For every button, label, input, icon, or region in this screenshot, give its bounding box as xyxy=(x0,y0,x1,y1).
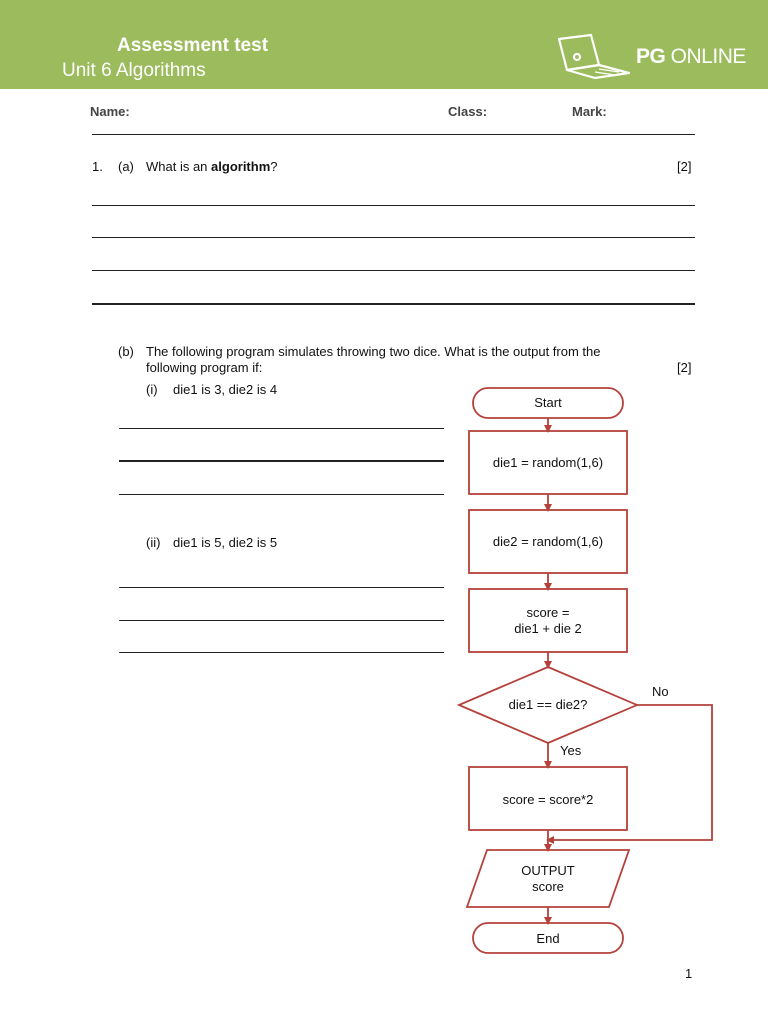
flowchart xyxy=(455,380,720,960)
part-a-text-before: What is an xyxy=(146,159,212,174)
answer-line[interactable] xyxy=(119,620,444,621)
no-label: No xyxy=(652,684,669,699)
sub-ii-text: die1 is 5, die2 is 5 xyxy=(173,535,278,550)
header-banner xyxy=(0,0,768,89)
brand-name xyxy=(636,45,746,69)
step4-label: score = score*2 xyxy=(502,792,594,807)
part-b-text-line1: The following program simulates throwing two dice. What is the output from the xyxy=(146,344,601,359)
part-a-text-after: ? xyxy=(270,159,278,174)
part-a-label: (a) xyxy=(118,159,134,174)
sub-ii-label: (ii) xyxy=(146,535,161,550)
page-title: Assessment test xyxy=(117,35,269,56)
flowchart-svg xyxy=(455,380,720,960)
answer-line[interactable] xyxy=(119,587,444,588)
name-label: Name: xyxy=(90,104,130,119)
part-a-bold-term: algorithm xyxy=(211,159,271,174)
step3-label-line1: score = xyxy=(526,605,570,620)
brand-bold: PG xyxy=(636,45,666,68)
page-number: 1 xyxy=(685,966,693,981)
class-label: Class: xyxy=(448,104,488,119)
answer-line[interactable] xyxy=(119,494,444,495)
step2-label: die2 = random(1,6) xyxy=(492,534,604,549)
brand-rest: ONLINE xyxy=(665,45,746,68)
answer-line[interactable] xyxy=(92,237,695,238)
part-b-label: (b) xyxy=(118,344,134,359)
yes-label: Yes xyxy=(560,743,582,758)
answer-line[interactable] xyxy=(119,428,444,429)
sub-i-text: die1 is 3, die2 is 4 xyxy=(173,382,278,397)
mark-label: Mark: xyxy=(572,104,607,119)
decision-label: die1 == die2? xyxy=(508,697,588,712)
output-label-line1: OUTPUT xyxy=(521,863,575,878)
fields-divider xyxy=(92,134,695,135)
step1-label: die1 = random(1,6) xyxy=(492,455,604,470)
answer-line[interactable] xyxy=(92,205,695,206)
start-label: Start xyxy=(534,395,562,410)
answer-line[interactable] xyxy=(119,460,444,462)
question-number: 1. xyxy=(92,159,103,174)
answer-line[interactable] xyxy=(92,303,695,305)
answer-line[interactable] xyxy=(92,270,695,271)
page-subtitle: Unit 6 Algorithms xyxy=(62,60,206,81)
sub-i-label: (i) xyxy=(146,382,158,397)
part-a-question xyxy=(146,159,278,174)
part-b-text-line2: following program if: xyxy=(146,360,263,375)
output-label-line2: score xyxy=(532,879,564,894)
flow-arrow-no xyxy=(550,705,712,840)
step3-label-line2: die1 + die 2 xyxy=(514,621,582,636)
end-label: End xyxy=(536,931,560,946)
part-b-marks: [2] xyxy=(677,360,692,375)
answer-line[interactable] xyxy=(119,652,444,653)
laptop-logo-icon xyxy=(555,33,631,79)
part-a-marks: [2] xyxy=(677,159,692,174)
